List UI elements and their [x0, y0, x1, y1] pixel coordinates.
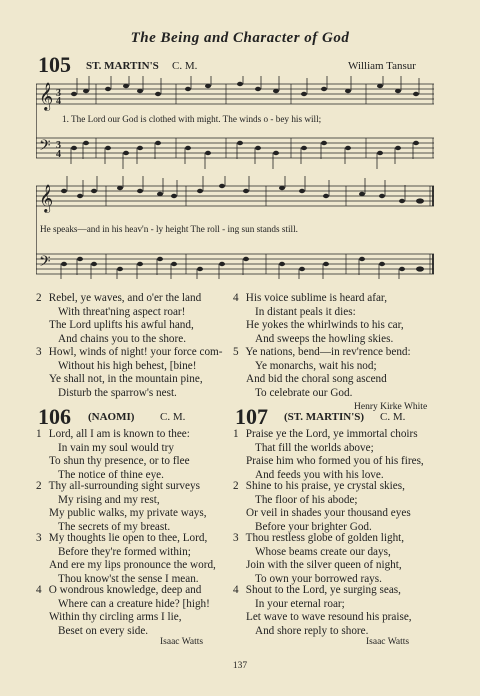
hymn-105-lyric-2: He speaks—and in his heav'n - ly height The roll - ing sun stands still. [40, 224, 298, 234]
verse-number: 1 [36, 428, 42, 440]
verse-line: The Lord uplifts his awful hand, [49, 319, 194, 332]
verse-line: And ere my lips pronounce the word, [49, 559, 216, 572]
music-system-1 [36, 76, 434, 172]
verse-line: Without his high behest, [bine! [58, 359, 197, 372]
verse-number: 4 [233, 584, 239, 596]
verse-line: Shine to his praise, ye crystal skies, [245, 480, 405, 492]
hymn-106-verse-4 [36, 584, 241, 638]
hymn-106-verse-2 [36, 480, 241, 534]
verse-line: Within thy circling arms I lie, [49, 611, 182, 624]
verse-line: Shout to the Lord, ye surging seas, [245, 584, 401, 596]
verse-line: And bid the choral song ascend [246, 373, 387, 386]
hymn-107-meter: C. M. [380, 411, 406, 423]
verse-number: 5 [233, 346, 239, 358]
verse-line: Rebel, ye waves, and o'er the land [48, 292, 202, 304]
verse-line: To shun thy presence, or to flee [49, 455, 190, 468]
hymn-105-tune: ST. MARTIN'S [86, 60, 159, 72]
verse-line: Before they're formed within; [58, 545, 191, 558]
svg-text:𝄢: 𝄢 [39, 137, 51, 158]
verse-line: The floor of his abode; [255, 493, 358, 506]
verse-line: In distant peals it dies: [255, 305, 356, 318]
verse-number: 3 [36, 346, 42, 358]
verse-line: My thoughts lie open to thee, Lord, [48, 532, 208, 544]
verse-line: Howl, winds of night! your force com- [48, 346, 223, 358]
svg-text:4: 4 [56, 96, 61, 107]
hymn-106-tune: (NAOMI) [88, 411, 135, 423]
verse-line: And chains you to the shore. [58, 332, 187, 345]
hymn-106-meter: C. M. [160, 411, 186, 423]
verse-line: And sweeps the howling skies. [255, 332, 394, 345]
verse-line: Ye nations, bend—in rev'rence bend: [245, 346, 411, 358]
svg-text:𝄢: 𝄢 [39, 253, 51, 274]
verse-line: Thou restless globe of golden light, [245, 532, 405, 544]
verse-line: Lord, all I am is known to thee: [48, 428, 190, 440]
verse-line: His voice sublime is heard afar, [245, 292, 388, 304]
hymn-105-author: Henry Kirke White [354, 402, 428, 412]
hymn-107-author: Isaac Watts [366, 637, 410, 647]
verse-number: 1 [233, 428, 239, 440]
verse-line: Before your brighter God. [255, 520, 372, 533]
hymn-105-number: 105 [38, 52, 71, 77]
svg-text:3: 3 [56, 88, 61, 99]
verse-line: He yokes the whirlwinds to his car, [246, 319, 404, 332]
verse-number: 2 [36, 292, 42, 304]
hymn-107-tune: (ST. MARTIN'S) [284, 411, 365, 423]
verse-line: My public walks, my private ways, [49, 507, 207, 520]
svg-text:𝄞: 𝄞 [39, 184, 54, 212]
verse-line: O wondrous knowledge, deep and [48, 584, 202, 596]
page-header: The Being and Character of God [130, 30, 350, 46]
hymn-107-verse-2 [233, 480, 448, 534]
verse-line: Where can a creature hide? [high! [58, 597, 210, 610]
verse-line: With threat'ning aspect roar! [58, 305, 186, 318]
verse-line: Ye monarchs, wait his nod; [255, 359, 377, 372]
hymn-106-verse-1 [36, 428, 241, 482]
verse-line: Join with the silver queen of night, [246, 559, 402, 572]
verse-line: And shore reply to shore. [255, 624, 369, 637]
verse-number: 2 [233, 480, 239, 492]
svg-text:𝄞: 𝄞 [39, 82, 54, 110]
hymn-105-verse-3 [36, 346, 241, 400]
hymn-107-verse-4 [233, 584, 448, 638]
hymn-105-meter: C. M. [172, 60, 198, 72]
hymn-106-author: Isaac Watts [160, 637, 204, 647]
verse-line: To own your borrowed rays. [255, 572, 382, 585]
verse-line: In vain my soul would try [58, 441, 174, 454]
verse-line: The secrets of my breast. [58, 520, 171, 533]
hymn-107-number: 107 [235, 404, 268, 429]
verse-line: Praise him who formed you of his fires, [246, 455, 424, 468]
verse-number: 3 [36, 532, 42, 544]
hymn-105-lyric-1: 1. The Lord our God is clothed with might. The winds o - bey his will; [62, 114, 322, 124]
verse-number: 2 [36, 480, 42, 492]
hymn-106-verse-3 [36, 532, 241, 586]
hymn-105-verse-5 [233, 346, 448, 400]
hymn-105-verse-2 [36, 292, 241, 346]
verse-number: 4 [36, 584, 42, 596]
verse-line: The notice of thine eye. [58, 468, 164, 481]
verse-line: To celebrate our God. [255, 386, 353, 399]
verse-line: Or veil in shades your thousand eyes [246, 507, 411, 520]
verse-line: Thy all-surrounding sight surveys [48, 480, 200, 492]
verse-line: Whose beams create our days, [255, 545, 391, 558]
verse-line: My rising and my rest, [58, 493, 160, 506]
verse-line: And feeds you with his love. [255, 468, 384, 481]
verse-line: Ye shall not, in the mountain pine, [49, 373, 203, 386]
verse-number: 3 [233, 532, 239, 544]
verse-line: Thou know'st the sense I mean. [58, 572, 199, 585]
hymn-105-verse-4 [233, 292, 448, 346]
verse-line: In your eternal roar; [255, 597, 345, 610]
verse-line: Disturb the sparrow's nest. [58, 386, 177, 399]
verse-number: 4 [233, 292, 239, 304]
verse-line: Let wave to wave resound his praise, [246, 611, 412, 624]
hymn-106-number: 106 [38, 404, 71, 429]
hymn-107-verse-3 [233, 532, 448, 586]
verse-line: Praise ye the Lord, ye immortal choirs [245, 428, 418, 440]
verse-line: That fill the worlds above; [255, 441, 374, 454]
hymn-107-verse-1 [233, 428, 448, 482]
page-number: 137 [232, 661, 248, 671]
svg-text:3: 3 [56, 140, 61, 151]
svg-text:4: 4 [56, 149, 61, 160]
hymn-105-composer: William Tansur [348, 60, 416, 72]
verse-line: Beset on every side. [58, 624, 149, 637]
